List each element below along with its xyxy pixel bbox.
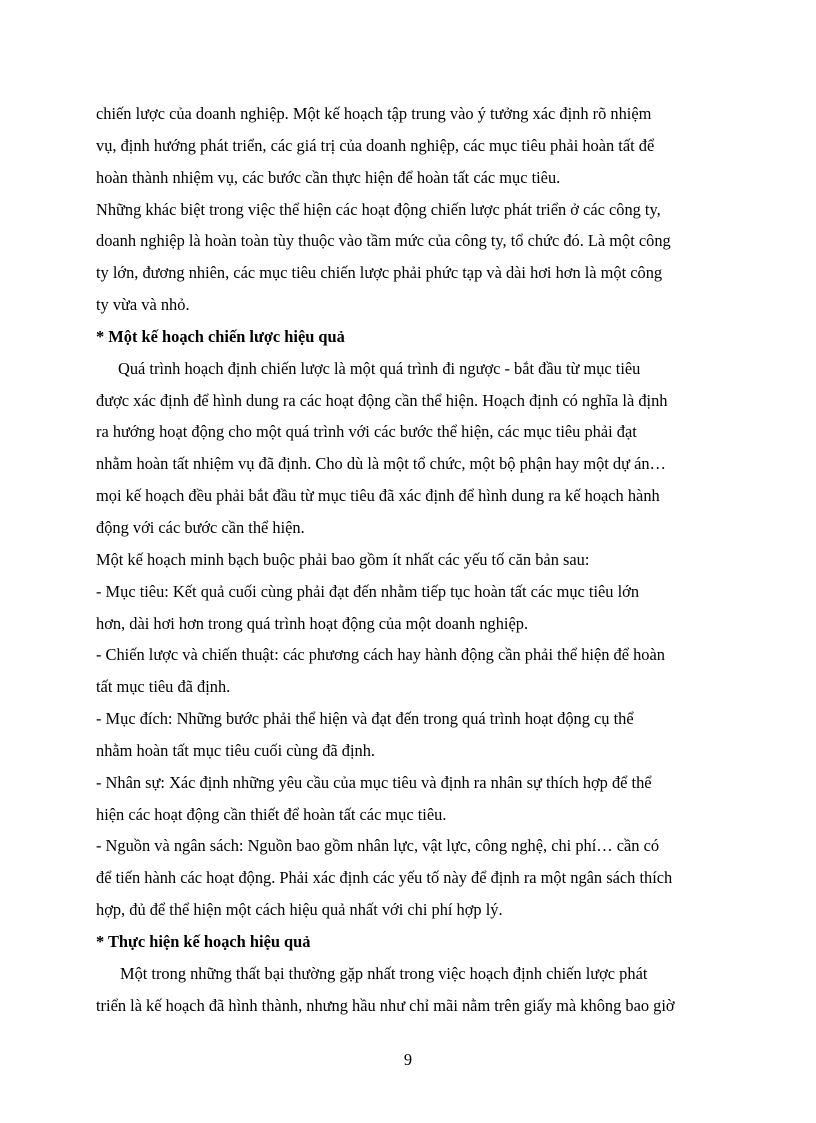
text-line: vụ, định hướng phát triển, các giá trị của doanh nghiệp, các mục tiêu phải hoàn tất để [96, 135, 655, 155]
text-line: - Mục đích: Những bước phải thể hiện và đạt đến trong quá trình hoạt động cụ thể [96, 709, 634, 729]
text-line: được xác định để hình dung ra các hoạt động cần thể hiện. Hoạch định có nghĩa là định [96, 390, 668, 410]
text-line: Một kế hoạch minh bạch buộc phải bao gồm ít nhất các yếu tố căn bản sau: [96, 549, 590, 569]
text-line: - Chiến lược và chiến thuật: các phương cách hay hành động cần phải thể hiện để hoàn [96, 645, 665, 665]
text-line: chiến lược của doanh nghiệp. Một kế hoạch tập trung vào ý tưởng xác định rõ nhiệm [96, 104, 652, 123]
section-heading: * Một kế hoạch chiến lược hiệu quả [96, 326, 345, 346]
text-line: - Nhân sự: Xác định những yêu cầu của mục tiêu và định ra nhân sự thích hợp để thể [96, 772, 652, 792]
text-line: hiện các hoạt động cần thiết để hoàn tất các mục tiêu. [96, 804, 447, 824]
text-line: mọi kế hoạch đều phải bắt đầu từ mục tiêu đã xác định để hình dung ra kế hoạch hành [96, 486, 660, 506]
text-line: hoàn thành nhiệm vụ, các bước cần thực hiện để hoàn tất các mục tiêu. [96, 167, 561, 187]
text-line: hợp, đủ để thể hiện một cách hiệu quả nhất với chi phí hợp lý. [96, 900, 503, 920]
section-heading: * Thực hiện kế hoạch hiệu quả [96, 931, 311, 951]
text-line: ty vừa và nhỏ. [96, 295, 190, 315]
text-line: - Nguồn và ngân sách: Nguồn bao gồm nhân lực, vật lực, công nghệ, chi phí… cần có [96, 836, 660, 856]
text-line: động với các bước cần thể hiện. [96, 517, 305, 537]
text-line: doanh nghiệp là hoàn toàn tùy thuộc vào tầm mức của công ty, tổ chức đó. Là một công [96, 231, 671, 251]
text-line: ra hướng hoạt động cho một quá trình với các bước thể hiện, các mục tiêu phải đạt [96, 422, 637, 442]
text-line: Một trong những thất bại thường gặp nhất trong việc hoạch định chiến lược phát [120, 963, 648, 983]
text-line: tất mục tiêu đã định. [96, 677, 231, 697]
text-line: triển là kế hoạch đã hình thành, nhưng hầu như chỉ mãi nằm trên giấy mà không bao giờ [96, 995, 675, 1015]
text-line: Quá trình hoạch định chiến lược là một quá trình đi ngược - bắt đầu từ mục tiêu [118, 358, 641, 378]
text-line: nhằm hoàn tất mục tiêu cuối cùng đã định. [96, 740, 376, 760]
text-line: để tiến hành các hoạt động. Phải xác định các yếu tố này để định ra một ngân sách thích [96, 868, 673, 888]
text-line: - Mục tiêu: Kết quả cuối cùng phải đạt đến nhằm tiếp tục hoàn tất các mục tiêu lớn [96, 581, 640, 601]
text-line: ty lớn, đương nhiên, các mục tiêu chiến lược phải phức tạp và dài hơi hơn là một công [96, 263, 663, 283]
text-line: hơn, dài hơi hơn trong quá trình hoạt động của một doanh nghiệp. [96, 613, 529, 633]
text-line: Những khác biệt trong việc thể hiện các hoạt động chiến lược phát triển ở các công ty, [96, 199, 661, 219]
text-line: nhằm hoàn tất nhiệm vụ đã định. Cho dù là một tổ chức, một bộ phận hay một dự án… [96, 454, 666, 474]
page-number: 9 [403, 1050, 413, 1069]
document-body [96, 98, 722, 1021]
